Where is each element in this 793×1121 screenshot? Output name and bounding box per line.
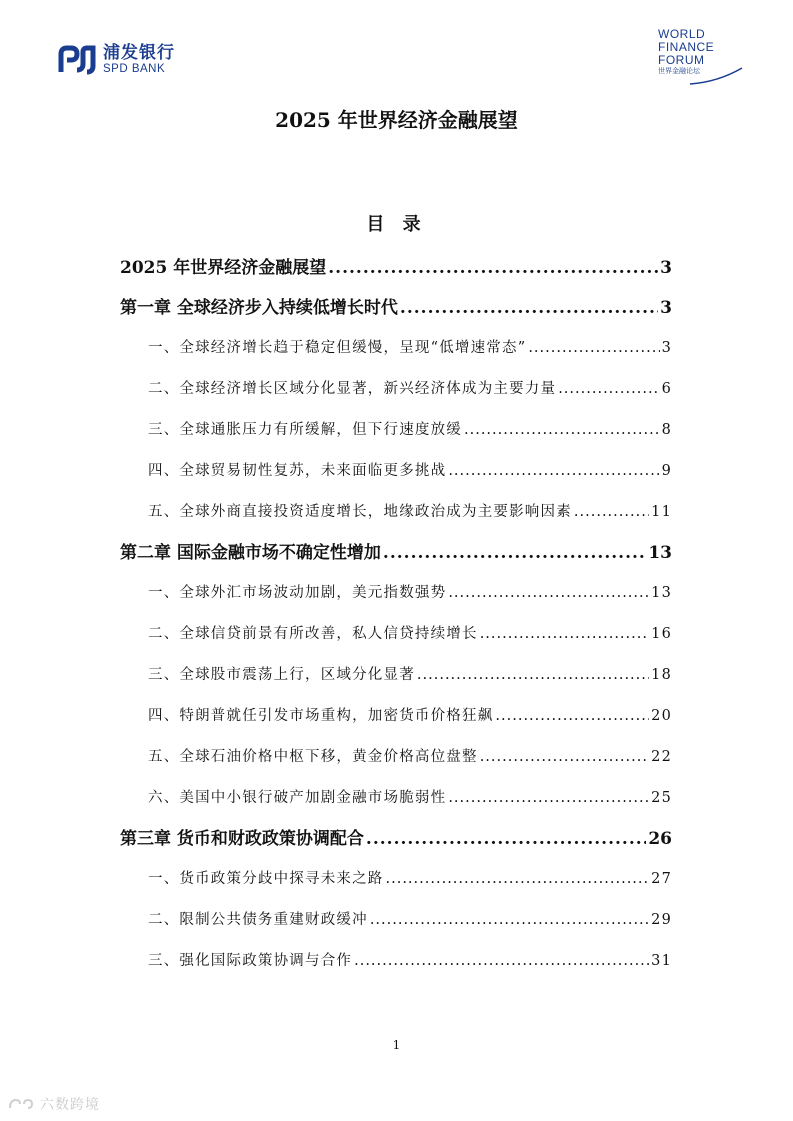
toc-entry-page: 20 bbox=[651, 708, 672, 724]
toc-dot-leader bbox=[574, 492, 649, 533]
toc-chapter-entry[interactable] bbox=[120, 248, 672, 288]
toc-section-entry[interactable] bbox=[120, 573, 672, 614]
toc-dot-leader bbox=[480, 614, 649, 655]
toc-section-entry[interactable] bbox=[120, 655, 672, 696]
toc-chapter-entry[interactable] bbox=[120, 819, 672, 859]
toc-dot-leader bbox=[495, 696, 649, 737]
toc-entry-title: 三、全球通胀压力有所缓解，但下行速度放缓 bbox=[148, 422, 462, 438]
toc-entry-page: 25 bbox=[651, 790, 672, 806]
toc-entry-page: 3 bbox=[660, 298, 672, 318]
toc-entry-title: 一、货币政策分歧中探寻未来之路 bbox=[148, 871, 384, 887]
toc-entry-page: 26 bbox=[648, 829, 672, 849]
table-of-contents bbox=[120, 248, 672, 982]
toc-entry-page: 11 bbox=[651, 504, 672, 520]
toc-entry-title: 三、全球股市震荡上行，区域分化显著 bbox=[148, 667, 415, 683]
toc-entry-title: 一、全球经济增长趋于稳定但缓慢，呈现“低增速常态” bbox=[148, 340, 527, 356]
toc-section-entry[interactable] bbox=[120, 451, 672, 492]
toc-entry-page: 9 bbox=[661, 463, 672, 479]
toc-dot-leader bbox=[448, 451, 659, 492]
toc-dot-leader bbox=[383, 533, 646, 573]
watermark bbox=[6, 1094, 100, 1114]
toc-entry-title: 四、特朗普就任引发市场重构，加密货币价格狂飙 bbox=[148, 708, 494, 724]
toc-entry-page: 31 bbox=[651, 953, 672, 969]
wff-line-1: WORLD bbox=[658, 27, 706, 41]
toc-dot-leader bbox=[448, 573, 649, 614]
page-number: 1 bbox=[392, 1038, 401, 1052]
toc-dot-leader bbox=[558, 369, 659, 410]
toc-chapter-entry[interactable] bbox=[120, 533, 672, 573]
toc-section-entry[interactable] bbox=[120, 778, 672, 819]
wff-swoosh-icon bbox=[688, 66, 744, 86]
wff-line-3: FORUM bbox=[658, 53, 705, 67]
spd-bank-logo bbox=[57, 44, 175, 76]
spd-bank-emblem-icon bbox=[57, 44, 97, 76]
toc-dot-leader bbox=[448, 778, 649, 819]
toc-entry-page: 3 bbox=[660, 258, 672, 278]
toc-dot-leader bbox=[464, 410, 660, 451]
toc-section-entry[interactable] bbox=[120, 941, 672, 982]
toc-section-entry[interactable] bbox=[120, 614, 672, 655]
toc-dot-leader bbox=[370, 900, 649, 941]
toc-entry-title: 第一章 全球经济步入持续低增长时代 bbox=[120, 298, 398, 318]
toc-dot-leader bbox=[528, 328, 659, 369]
toc-section-entry[interactable] bbox=[120, 737, 672, 778]
toc-entry-page: 27 bbox=[651, 871, 672, 887]
spd-bank-name-cn: 浦发银行 bbox=[103, 43, 175, 64]
watermark-text: 六数跨境 bbox=[40, 1097, 100, 1113]
wff-line-2: FINANCE bbox=[658, 40, 715, 54]
toc-entry-title: 五、全球外商直接投资适度增长，地缘政治成为主要影响因素 bbox=[148, 504, 572, 520]
toc-section-entry[interactable] bbox=[120, 492, 672, 533]
toc-section-entry[interactable] bbox=[120, 900, 672, 941]
toc-dot-leader bbox=[417, 655, 649, 696]
toc-entry-page: 13 bbox=[648, 543, 672, 563]
toc-entry-page: 6 bbox=[661, 381, 672, 397]
toc-entry-page: 16 bbox=[651, 626, 672, 642]
toc-dot-leader bbox=[354, 941, 649, 982]
toc-dot-leader bbox=[366, 819, 646, 859]
toc-section-entry[interactable] bbox=[120, 859, 672, 900]
toc-entry-title: 六、美国中小银行破产加剧金融市场脆弱性 bbox=[148, 790, 447, 806]
toc-entry-title: 四、全球贸易韧性复苏，未来面临更多挑战 bbox=[148, 463, 447, 479]
toc-entry-title: 二、全球经济增长区域分化显著，新兴经济体成为主要力量 bbox=[148, 381, 557, 397]
toc-dot-leader bbox=[386, 859, 650, 900]
toc-entry-page: 18 bbox=[651, 667, 672, 683]
toc-entry-title: 第二章 国际金融市场不确定性增加 bbox=[120, 543, 381, 563]
toc-entry-title: 一、全球外汇市场波动加剧，美元指数强势 bbox=[148, 585, 447, 601]
toc-chapter-entry[interactable] bbox=[120, 288, 672, 328]
watermark-logo-icon bbox=[6, 1096, 36, 1112]
toc-entry-title: 二、全球信贷前景有所改善，私人信贷持续增长 bbox=[148, 626, 478, 642]
toc-section-entry[interactable] bbox=[120, 696, 672, 737]
toc-section-entry[interactable] bbox=[120, 410, 672, 451]
toc-entry-title: 三、强化国际政策协调与合作 bbox=[148, 953, 353, 969]
wff-name-cn: 世界金融论坛 bbox=[658, 67, 700, 75]
toc-entry-page: 8 bbox=[661, 422, 672, 438]
document-title: 2025 年世界经济金融展望 bbox=[275, 108, 518, 132]
toc-entry-title: 五、全球石油价格中枢下移，黄金价格高位盘整 bbox=[148, 749, 478, 765]
toc-section-entry[interactable] bbox=[120, 328, 672, 369]
toc-heading: 目 录 bbox=[366, 214, 427, 235]
toc-dot-leader bbox=[328, 248, 658, 288]
toc-entry-page: 13 bbox=[651, 585, 672, 601]
world-finance-forum-logo bbox=[658, 28, 748, 76]
toc-entry-title: 二、限制公共债务重建财政缓冲 bbox=[148, 912, 368, 928]
toc-entry-page: 29 bbox=[651, 912, 672, 928]
toc-entry-title: 第三章 货币和财政政策协调配合 bbox=[120, 829, 364, 849]
toc-entry-title: 2025 年世界经济金融展望 bbox=[120, 258, 327, 278]
toc-dot-leader bbox=[480, 737, 649, 778]
toc-entry-page: 3 bbox=[661, 340, 672, 356]
spd-bank-name-en: SPD BANK bbox=[103, 62, 166, 75]
toc-entry-page: 22 bbox=[651, 749, 672, 765]
toc-section-entry[interactable] bbox=[120, 369, 672, 410]
toc-dot-leader bbox=[400, 288, 658, 328]
